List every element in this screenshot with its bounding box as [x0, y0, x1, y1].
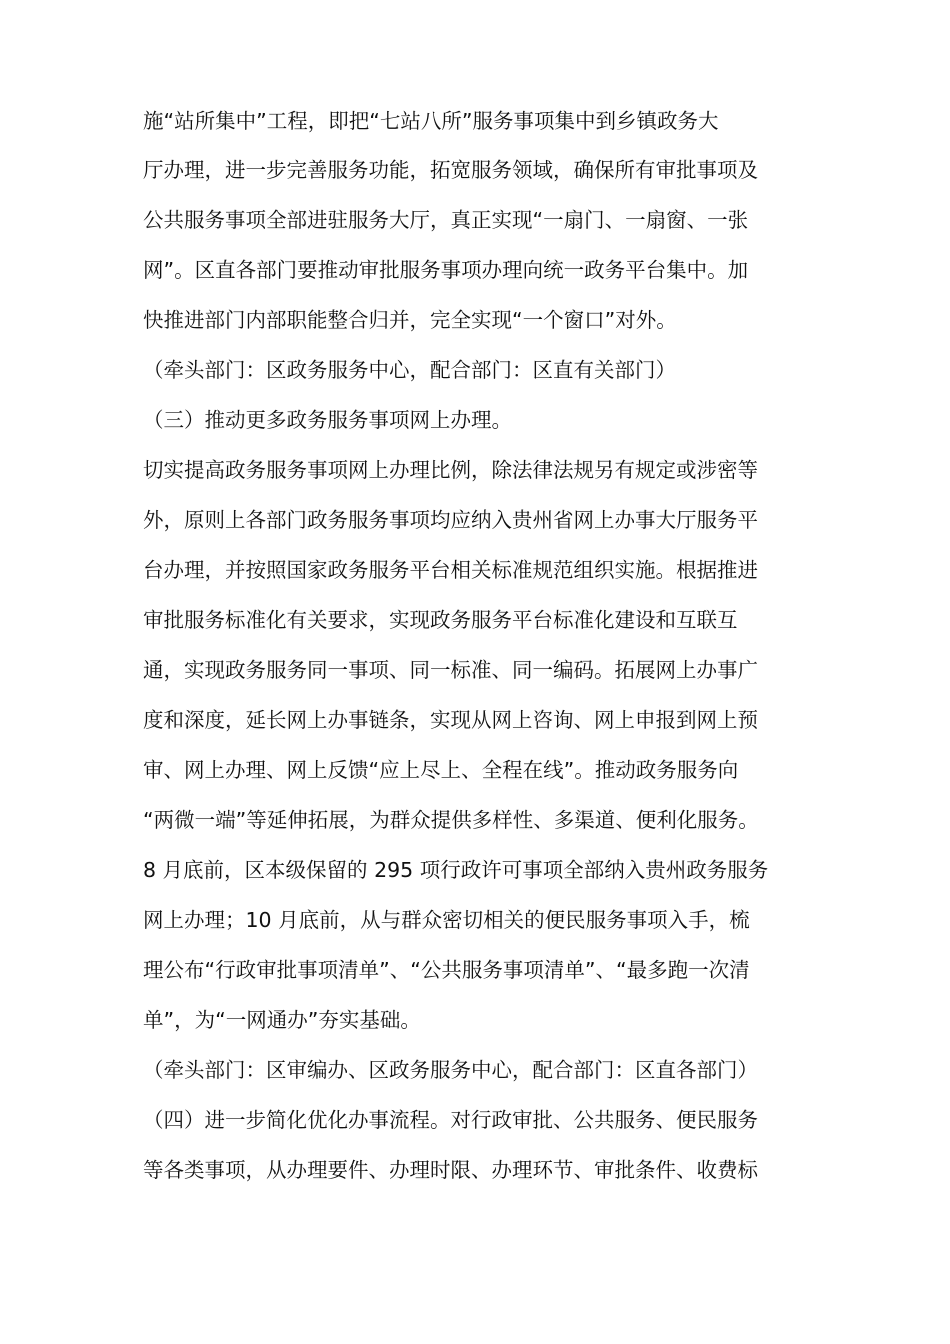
- text-line: 快推进部门内部职能整合归并，完全实现“一个窗口”对外。: [143, 308, 677, 332]
- section-heading-4: （四）进一步简化优化办事流程。对行政审批、公共服务、便民服务: [143, 1108, 758, 1132]
- text-line: 审批服务标准化有关要求，实现政务服务平台标准化建设和互联互: [143, 608, 738, 632]
- text-line: 单”，为“一网通办”夯实基础。: [143, 1008, 421, 1032]
- lead-department-note: （牵头部门：区审编办、区政务服务中心，配合部门：区直各部门）: [143, 1058, 758, 1082]
- text-line: “两微一端”等延伸拓展，为群众提供多样性、多渠道、便利化服务。: [143, 808, 759, 832]
- text-line: 8 月底前，区本级保留的 295 项行政许可事项全部纳入贵州政务服务: [143, 858, 769, 882]
- text-line: 公共服务事项全部进驻服务大厅，真正实现“一扇门、一扇窗、一张: [143, 208, 749, 232]
- text-line: 理公布“行政审批事项清单”、“公共服务事项清单”、“最多跑一次清: [143, 958, 750, 982]
- text-line: 通，实现政务服务同一事项、同一标准、同一编码。拓展网上办事广: [143, 658, 758, 682]
- text-line: 网上办理；10 月底前，从与群众密切相关的便民服务事项入手，梳: [143, 908, 750, 932]
- text-line: 厅办理，进一步完善服务功能，拓宽服务领域，确保所有审批事项及: [143, 158, 758, 182]
- lead-department-note: （牵头部门：区政务服务中心，配合部门：区直有关部门）: [143, 358, 676, 382]
- text-line: 台办理，并按照国家政务服务平台相关标准规范组织实施。根据推进: [143, 558, 758, 582]
- text-line: 施“站所集中”工程，即把“七站八所”服务事项集中到乡镇政务大: [143, 109, 719, 133]
- text-line: 网”。区直各部门要推动审批服务事项办理向统一政务平台集中。加: [143, 258, 749, 282]
- text-line: 审、网上办理、网上反馈“应上尽上、全程在线”。推动政务服务向: [143, 758, 739, 782]
- text-line: 切实提高政务服务事项网上办理比例，除法律法规另有规定或涉密等: [143, 458, 758, 482]
- section-heading-3: （三）推动更多政务服务事项网上办理。: [143, 408, 512, 432]
- text-line: 等各类事项，从办理要件、办理时限、办理环节、审批条件、收费标: [143, 1158, 758, 1182]
- text-line: 外，原则上各部门政务服务事项均应纳入贵州省网上办事大厅服务平: [143, 508, 758, 532]
- text-line: 度和深度，延长网上办事链条，实现从网上咨询、网上申报到网上预: [143, 708, 758, 732]
